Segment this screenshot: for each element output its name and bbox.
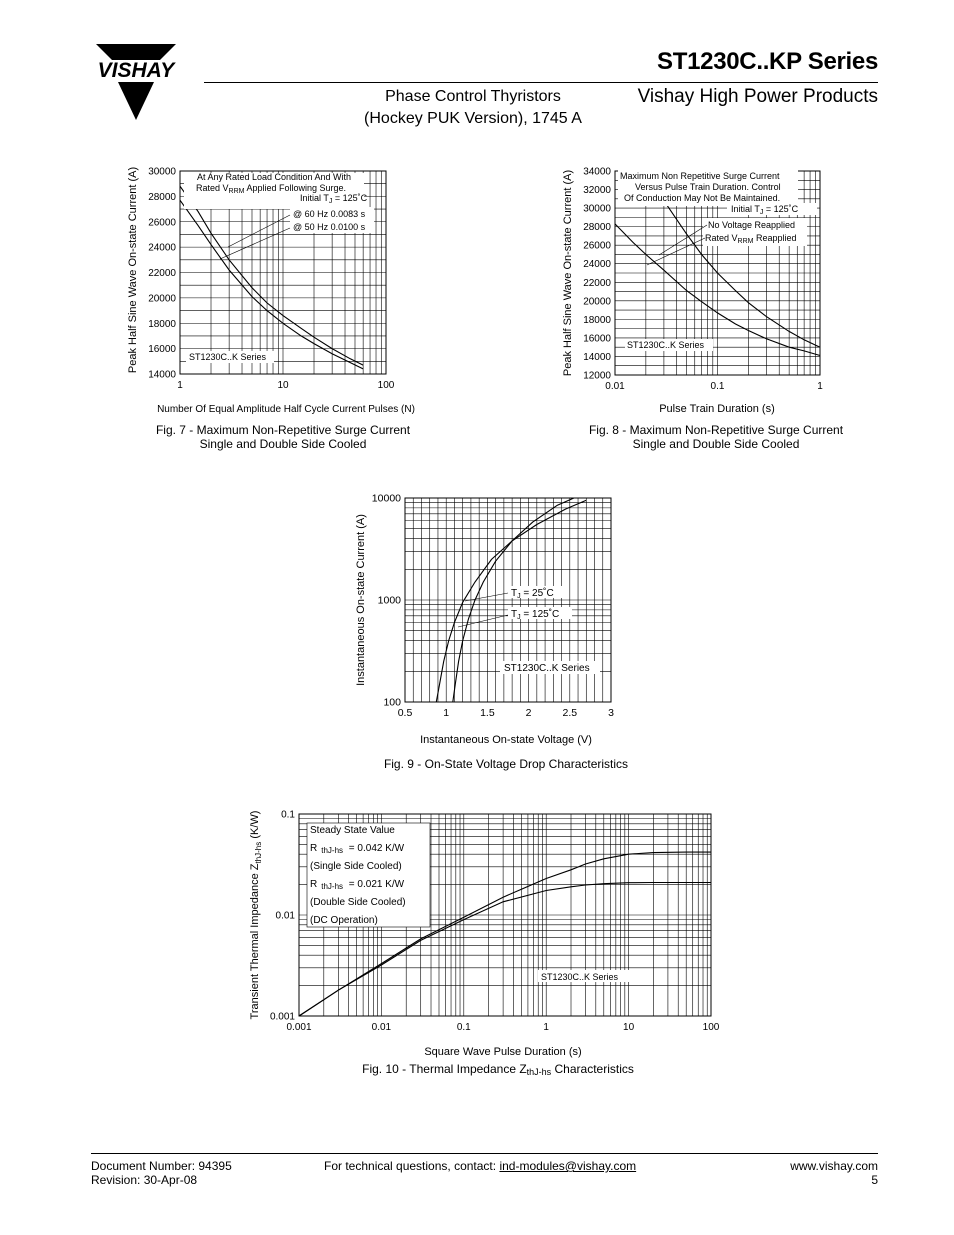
fig10-legend-1: Steady State Value — [310, 825, 395, 836]
fig9-chart — [340, 485, 640, 755]
footer-rule — [91, 1153, 878, 1154]
product-line-2: (Hockey PUK Version), 1745 A — [364, 110, 582, 127]
fig9-caption: Fig. 9 - On-State Voltage Drop Characteristics — [383, 757, 629, 771]
fig8-ylabel: Peak Half Sine Wave On-state Current (A) — [562, 169, 574, 377]
y-tick-label: 30000 — [583, 203, 611, 215]
fig10-caption — [300, 1062, 696, 1079]
x-tick-label: 0.5 — [397, 707, 413, 719]
x-tick-label: 0.1 — [456, 1022, 471, 1033]
x-tick-label: 3 — [608, 707, 614, 719]
fig7-chart — [120, 155, 440, 425]
fig7-annotation-2: Rated $V_{RRM}$ Applied Following Surge. — [196, 183, 347, 195]
x-tick-label: 1 — [543, 1022, 549, 1033]
vishay-logo — [88, 44, 184, 124]
fig9-label-tj25: $T_J$ = 25˚C — [511, 588, 554, 600]
fig10-legend-4: R $_{thJ-hs}$ = 0.021 K/W — [310, 879, 405, 891]
y-tick-label: 34000 — [583, 166, 611, 178]
fig10-caption-sub: thJ-hs — [526, 1067, 552, 1077]
x-tick-label: 1 — [177, 380, 183, 391]
footer-contact — [324, 1159, 636, 1173]
x-tick-label: 1.5 — [480, 707, 495, 719]
fig7-annotation-3: Initial $T_J$ = 125˚C — [300, 193, 368, 205]
y-tick-label: 0.1 — [281, 809, 295, 821]
x-tick-label: 100 — [377, 380, 395, 391]
y-tick-label: 1000 — [377, 594, 401, 607]
fig10-ylabel: Transient Thermal Impedance $Z_{thJ-hs}$ (K/W) — [249, 810, 263, 1020]
fig7-series-label: ST1230C..K Series — [189, 352, 267, 362]
y-tick-label: 24000 — [583, 259, 611, 271]
contact-email-link[interactable]: ind-modules@vishay.com — [499, 1159, 637, 1173]
fig7-leader-60 — [228, 215, 290, 247]
y-tick-label: 16000 — [148, 344, 176, 356]
contact-prefix: For technical questions, contact: — [324, 1159, 500, 1173]
fig8-annotation-box — [618, 170, 798, 206]
footer-right — [790, 1159, 878, 1187]
x-tick-label: 2 — [525, 707, 532, 719]
revision: Revision: 30-Apr-08 — [91, 1173, 198, 1187]
fig8-caption-line-2: Single and Double Side Cooled — [632, 437, 800, 451]
y-tick-label: 24000 — [148, 242, 176, 254]
y-tick-label: 28000 — [148, 191, 176, 203]
fig10-legend-3: (Single Side Cooled) — [310, 861, 402, 872]
fig8-caption-line-1: Fig. 8 - Maximum Non-Repetitive Surge Current — [588, 423, 844, 437]
y-tick-label: 12000 — [583, 370, 611, 382]
x-tick-label: 0.01 — [605, 381, 625, 392]
fig8-annotation-3: Of Conduction May Not Be Maintained. — [624, 193, 781, 203]
fig8-chart — [555, 155, 875, 425]
fig10-legend-2: R $_{thJ-hs}$ = 0.042 K/W — [310, 843, 405, 855]
fig8-leader-2 — [647, 238, 705, 265]
fig10-series-label: ST1230C..K Series — [541, 972, 619, 982]
fig8-annotation-4: Initial $T_J$ = 125˚C — [731, 204, 799, 216]
fig9-xlabel: Instantaneous On-state Voltage (V) — [420, 734, 592, 746]
page-title: ST1230C..KP Series — [657, 48, 878, 75]
fig7-caption-line-1: Fig. 7 - Maximum Non-Repetitive Surge Current — [155, 423, 411, 437]
fig7-annotation-box — [184, 172, 368, 209]
y-tick-label: 22000 — [148, 268, 176, 279]
x-tick-label: 10 — [623, 1022, 635, 1033]
y-tick-label: 20000 — [148, 293, 176, 305]
y-tick-label: 18000 — [583, 314, 611, 326]
x-tick-label: 0.001 — [286, 1022, 312, 1033]
header-rule — [204, 82, 878, 83]
fig9-leader-125 — [458, 615, 508, 627]
fig7-annotation-1: At Any Rated Load Condition And With — [196, 172, 352, 182]
fig7-xlabel: Number Of Equal Amplitude Half Cycle Current Pulses (N) — [157, 404, 415, 415]
website-link[interactable]: www.vishay.com — [790, 1159, 878, 1173]
logo-text: VISHAY — [97, 59, 175, 82]
x-tick-label: 10 — [277, 380, 289, 391]
y-tick-label: 26000 — [583, 240, 611, 252]
fig9-ylabel: Instantaneous On-state Current (A) — [355, 514, 367, 686]
fig8-annotation-2: Versus Pulse Train Duration. Control — [635, 182, 781, 192]
fig8-annotation-5: No Voltage Reapplied — [708, 220, 796, 230]
fig10-legend-5: (Double Side Cooled) — [310, 897, 406, 908]
fig7-ylabel: Peak Half Sine Wave On-state Current (A) — [127, 166, 139, 374]
fig8-caption — [555, 423, 877, 451]
y-tick-label: 0.001 — [269, 1011, 295, 1023]
fig7-caption — [120, 423, 446, 451]
y-tick-label: 26000 — [148, 217, 176, 229]
y-tick-label: 10000 — [371, 492, 401, 505]
brand-line: Vishay High Power Products — [637, 86, 878, 107]
y-tick-label: 100 — [383, 696, 401, 709]
x-tick-label: 0.01 — [371, 1022, 392, 1033]
fig10-legend-box — [307, 823, 430, 927]
logo-top-wedge — [96, 44, 176, 60]
y-tick-label: 14000 — [583, 351, 611, 363]
x-tick-label: 0.1 — [710, 381, 725, 392]
page-number: 5 — [871, 1173, 878, 1187]
fig7-caption-line-2: Single and Double Side Cooled — [199, 437, 367, 451]
fig10-caption-text: Fig. 10 - Thermal Impedance Z — [362, 1062, 527, 1076]
y-tick-label: 20000 — [583, 296, 611, 308]
fig10-legend-6: (DC Operation) — [310, 915, 378, 926]
fig9-label-tj125: $T_J$ = 125˚C — [511, 609, 560, 621]
x-tick-label: 1 — [443, 707, 450, 719]
product-line-1: Phase Control Thyristors — [385, 88, 561, 105]
y-tick-label: 32000 — [583, 185, 611, 197]
fig10-xlabel: Square Wave Pulse Duration (s) — [424, 1046, 582, 1058]
logo-bottom-wedge — [118, 82, 154, 120]
fig8-series-label: ST1230C..K Series — [627, 340, 705, 350]
fig8-annotation-1: Maximum Non Repetitive Surge Current — [620, 171, 780, 181]
x-tick-label: 1 — [817, 381, 823, 392]
y-tick-label: 16000 — [583, 333, 611, 345]
y-tick-label: 18000 — [148, 318, 176, 330]
fig10-chart — [240, 795, 740, 1063]
doc-number: Document Number: 94395 — [91, 1159, 232, 1173]
fig8-annotation-6: Rated $V_{RRM}$ Reapplied — [705, 233, 797, 245]
y-tick-label: 0.01 — [275, 910, 295, 922]
y-tick-label: 14000 — [148, 369, 176, 381]
y-tick-label: 30000 — [148, 166, 176, 178]
fig7-label-60hz: @ 60 Hz 0.0083 s — [293, 209, 366, 219]
y-tick-label: 22000 — [583, 277, 611, 289]
fig8-xlabel: Pulse Train Duration (s) — [659, 403, 775, 415]
product-description — [330, 86, 616, 130]
x-tick-label: 100 — [702, 1022, 720, 1033]
fig9-series-label: ST1230C..K Series — [504, 663, 590, 674]
fig10-caption-rest: Characteristics — [551, 1062, 634, 1076]
fig7-leader-50 — [220, 228, 290, 259]
x-tick-label: 2.5 — [562, 707, 578, 719]
y-tick-label: 28000 — [583, 222, 611, 234]
fig7-label-50hz: @ 50 Hz 0.0100 s — [293, 222, 366, 232]
footer-doc-info — [91, 1159, 232, 1187]
